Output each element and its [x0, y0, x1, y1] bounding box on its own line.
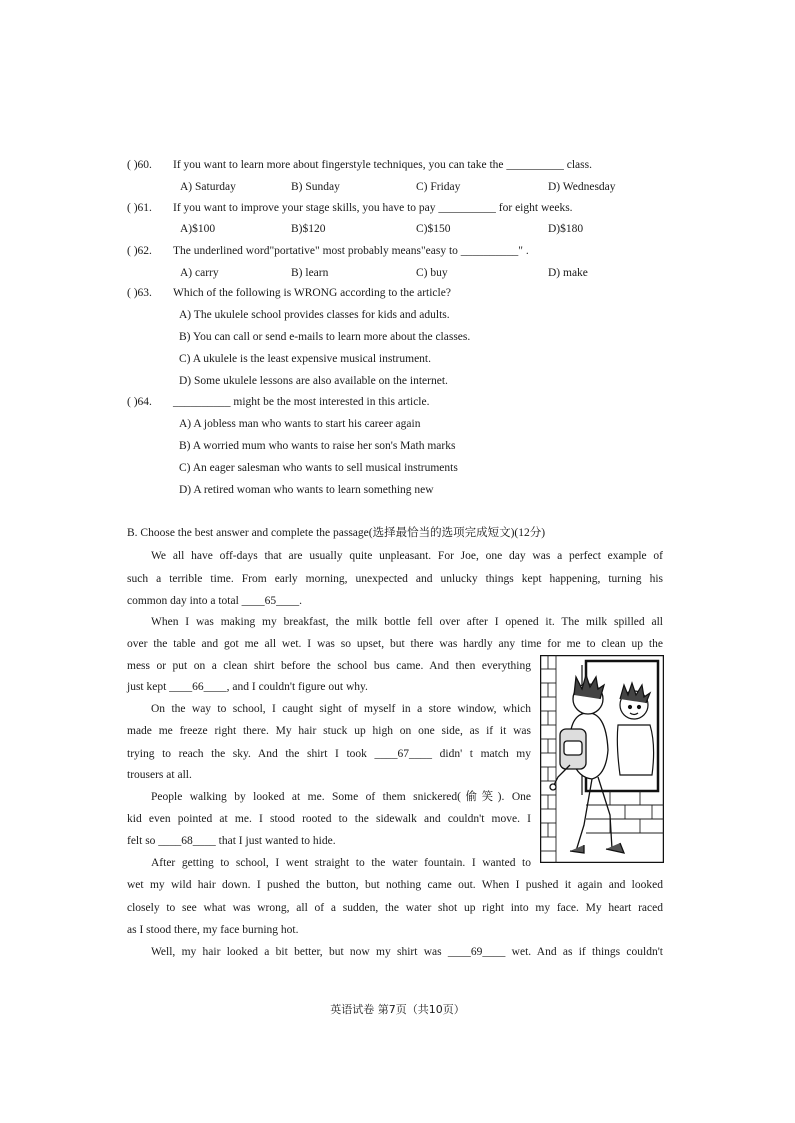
passage-line: as I stood there, my face burning hot.	[127, 924, 299, 936]
question-64	[127, 394, 667, 410]
question-61	[127, 200, 667, 216]
option-b: B) A worried mum who wants to raise her son's Math marks	[179, 440, 456, 452]
passage-line: When I was making my breakfast, the milk bottle fell over after I opened it. The milk spilled all	[151, 616, 663, 628]
passage-line: After getting to school, I went straight to the water fountain. I wanted to	[151, 857, 531, 869]
option-b: B) learn	[291, 267, 329, 279]
question-text: If you want to learn more about fingerstyle techniques, you can take the __________ class.	[173, 159, 592, 171]
passage-line: trousers at all.	[127, 769, 192, 781]
question-number: ( )62.	[127, 245, 152, 257]
passage-line: such a terrible time. From early morning, unexpected and unlucky things kept happening, turning his	[127, 573, 663, 585]
option-a: A) A jobless man who wants to start his career again	[179, 418, 421, 430]
question-62	[127, 243, 667, 259]
passage-line: felt so ____68____ that I just wanted to hide.	[127, 835, 336, 847]
passage-line: wet my wild hair down. I pushed the button, but nothing came out. When I pushed it again and looked	[127, 879, 663, 891]
passage-line: common day into a total ____65____.	[127, 595, 303, 607]
question-number: ( )60.	[127, 159, 152, 171]
question-text: __________ might be the most interested in this article.	[173, 396, 430, 408]
option-b: B) Sunday	[291, 181, 340, 193]
passage-line: We all have off-days that are usually quite unpleasant. For Joe, one day was a perfect example of	[151, 550, 663, 562]
boy-reflection-illustration	[540, 655, 664, 863]
passage-line: just kept ____66____, and I couldn't figure out why.	[127, 681, 368, 693]
option-a: A) Saturday	[180, 181, 236, 193]
option-c: C)$150	[416, 223, 451, 235]
passage-line: kid even pointed at me. I stood rooted to the sidewalk and couldn't move. I	[127, 813, 531, 825]
option-a: A) The ukulele school provides classes for kids and adults.	[179, 309, 450, 321]
passage-line: mess or put on a clean shirt before the school bus came. And then everything	[127, 660, 531, 672]
question-text: The underlined word"portative" most probably means"easy to __________" .	[173, 245, 529, 257]
passage-line: over the table and got me all wet. I was so upset, but there was hardly any time for me to clean up the	[127, 638, 663, 650]
passage-line: closely to see what was wrong, all of a sudden, the water shot up right into my face. My heart raced	[127, 902, 663, 914]
question-number: ( )61.	[127, 202, 152, 214]
passage-line: made me freeze right there. My hair stuck up high on one side, as if it was	[127, 725, 531, 737]
option-b: B) You can call or send e-mails to learn more about the classes.	[179, 331, 471, 343]
section-b-heading: B. Choose the best answer and complete the passage(选择最恰当的选项完成短文)(12分)	[127, 527, 546, 539]
question-60	[127, 157, 667, 173]
option-b: B)$120	[291, 223, 326, 235]
passage-line: On the way to school, I caught sight of myself in a store window, which	[151, 703, 531, 715]
option-c: C) A ukulele is the least expensive musical instrument.	[179, 353, 431, 365]
passage-line: People walking by looked at me. Some of them snickered(偷笑). One	[151, 791, 531, 803]
question-number: ( )64.	[127, 396, 152, 408]
question-63	[127, 285, 667, 301]
option-c: C) Friday	[416, 181, 461, 193]
question-text: If you want to improve your stage skills, you have to pay __________ for eight weeks.	[173, 202, 573, 214]
option-d: D) Some ukulele lessons are also available on the internet.	[179, 375, 448, 387]
option-a: A) carry	[180, 267, 219, 279]
page-footer: 英语试卷 第7页（共10页）	[330, 1003, 465, 1016]
option-c: C) buy	[416, 267, 448, 279]
option-d: D)$180	[548, 223, 584, 235]
question-text: Which of the following is WRONG according to the article?	[173, 287, 451, 299]
question-number: ( )63.	[127, 287, 152, 299]
option-d: D) Wednesday	[548, 181, 616, 193]
option-a: A)$100	[180, 223, 216, 235]
option-d: D) make	[548, 267, 588, 279]
passage-line: Well, my hair looked a bit better, but now my shirt was ____69____ wet. And as if things couldn't	[151, 946, 663, 958]
passage-line: trying to reach the sky. And the shirt I took ____67____ didn' t match my	[127, 748, 531, 760]
option-d: D) A retired woman who wants to learn something new	[179, 484, 434, 496]
option-c: C) An eager salesman who wants to sell musical instruments	[179, 462, 458, 474]
